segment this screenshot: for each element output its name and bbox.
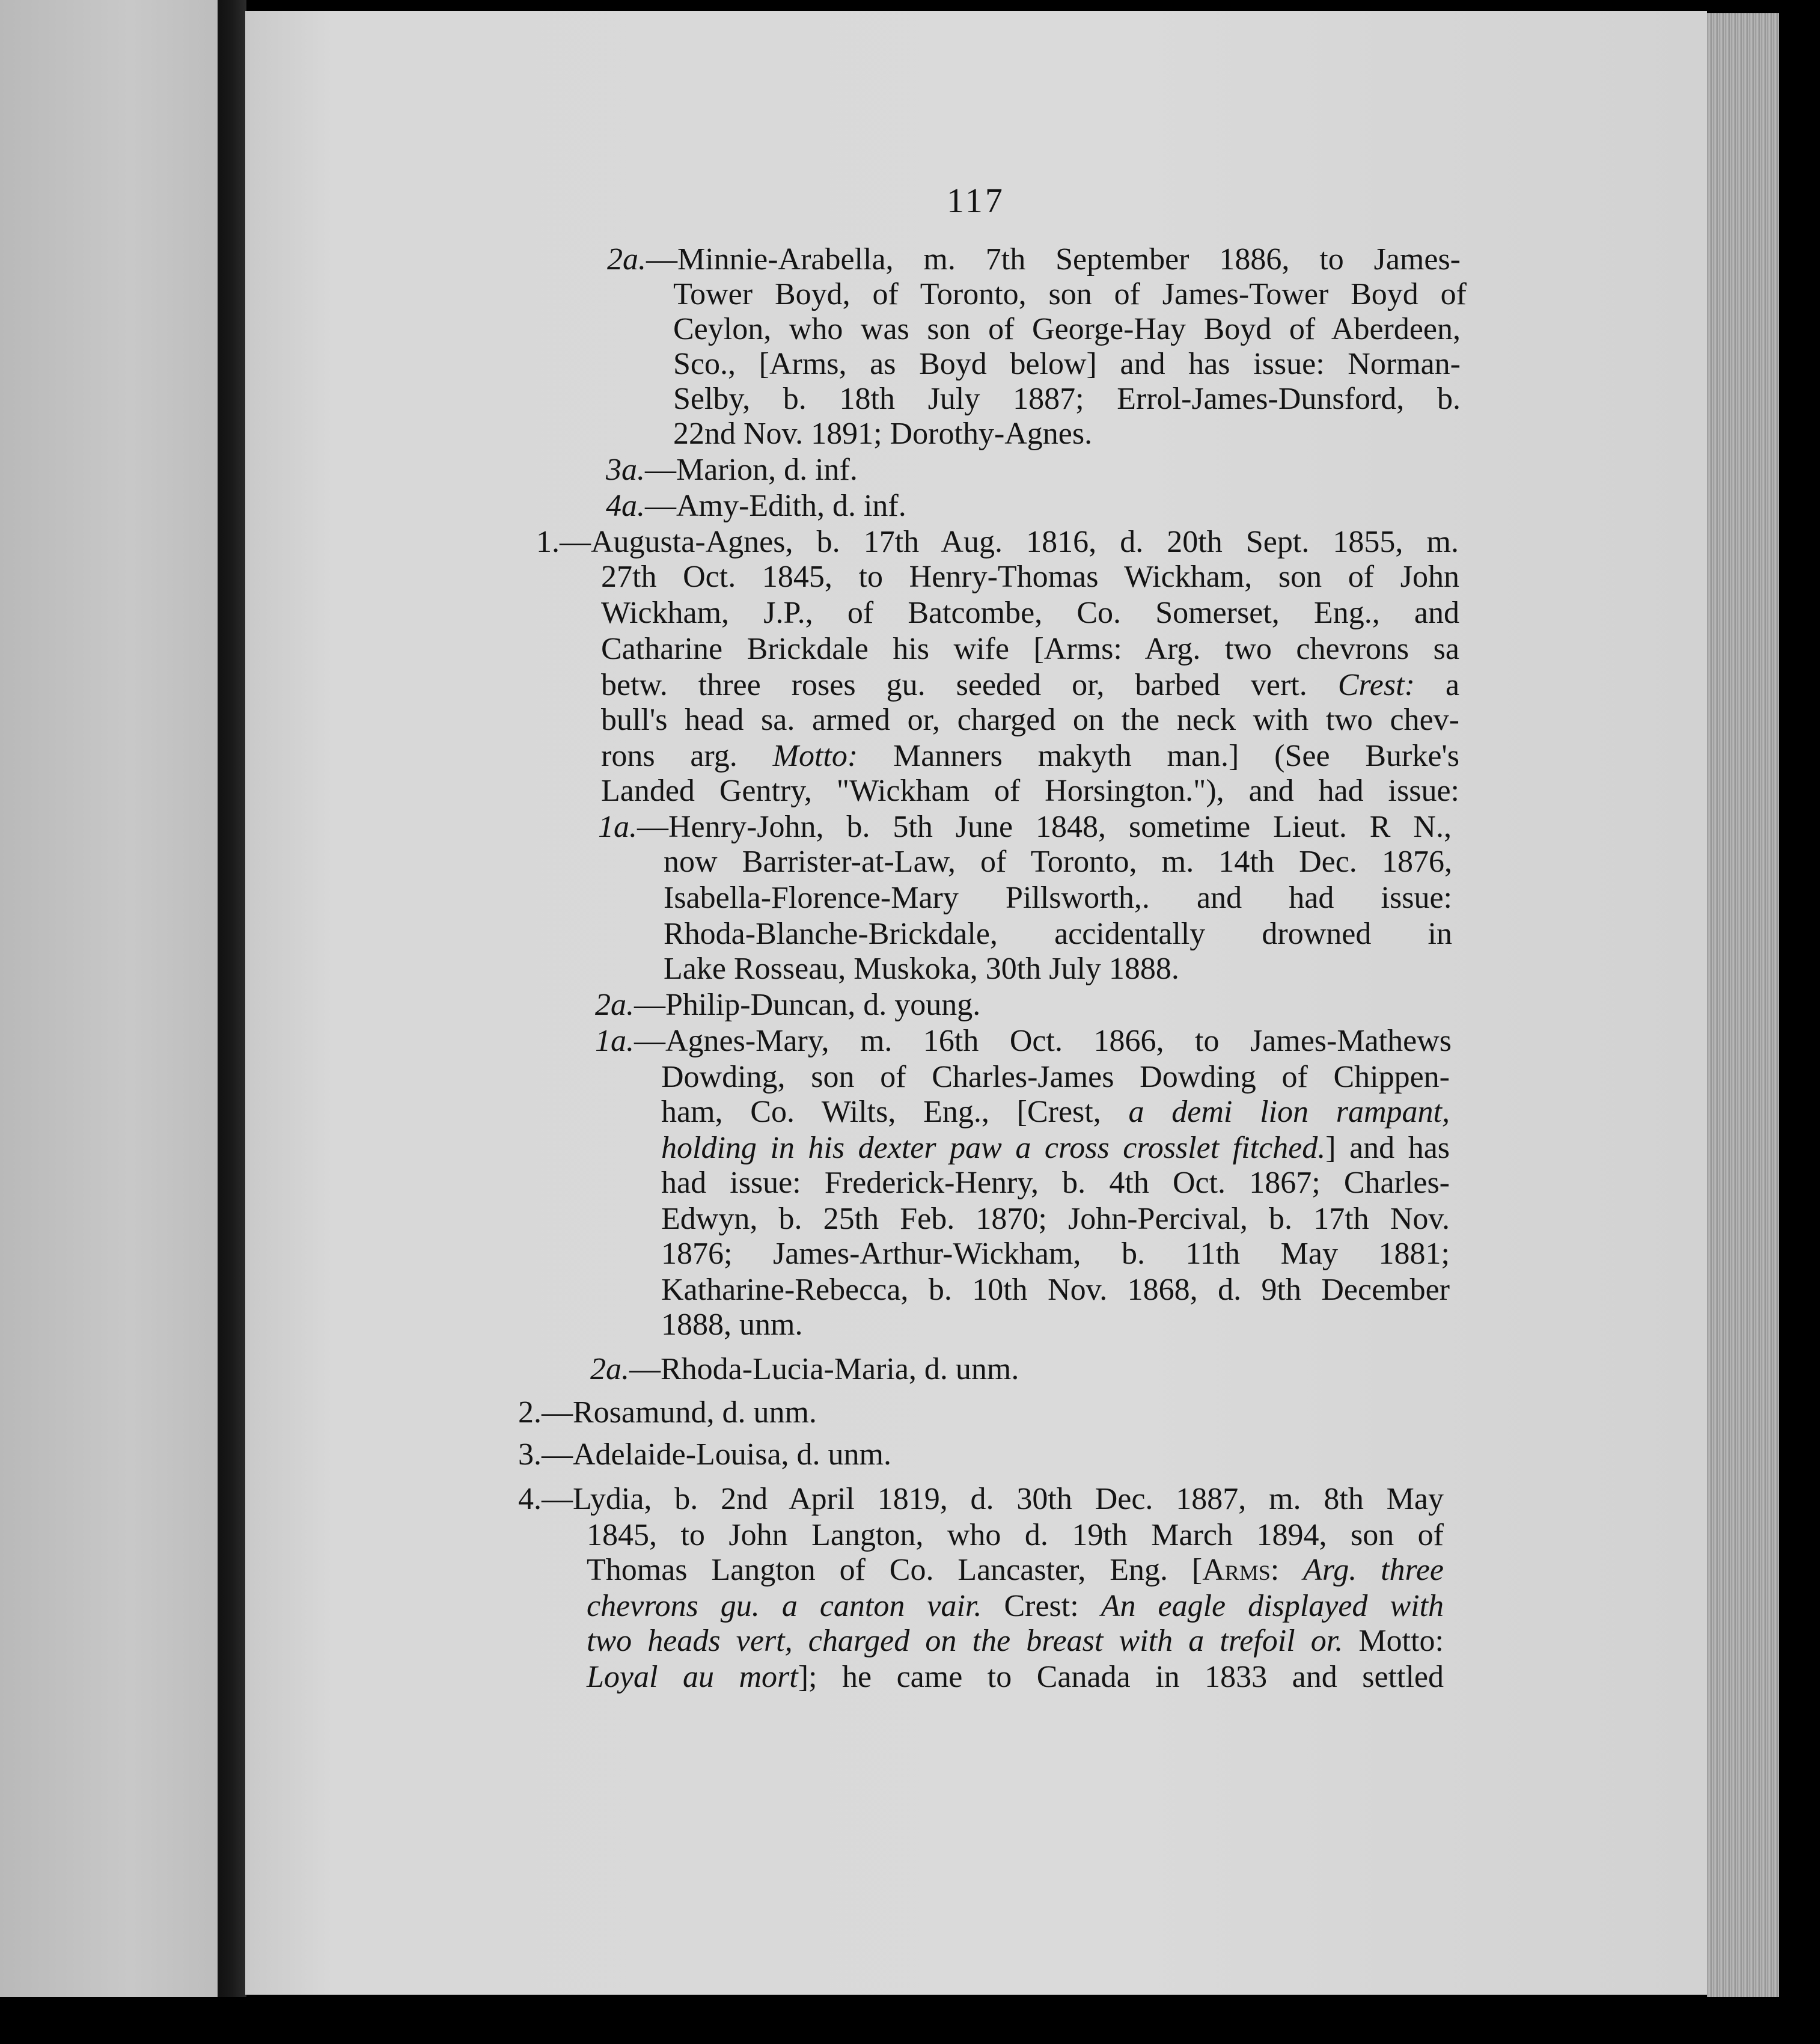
entry-label: 4a. [606,489,645,523]
text-line: bull's head sa. armed or, charged on the neck with two chev- [601,703,1459,737]
text-line: 27th Oct. 1845, to Henry-Thomas Wickham, son of John [601,560,1459,594]
text-line: 1a.—Henry-John, b. 5th June 1848, sometime Lieut. R N., [598,810,1452,844]
text-line: Rhoda-Blanche-Brickdale, accidentally drowned in [664,917,1452,951]
page-number: 117 [947,181,1005,220]
text-line: 1a.—Agnes-Mary, m. 16th Oct. 1866, to James-Mathews [595,1024,1452,1058]
text-line: chevrons gu. a canton vair. Crest: An eagle displayed with [587,1589,1444,1623]
text-line: Selby, b. 18th July 1887; Errol-James-Dunsford, b. [673,382,1461,416]
text-line: rons arg. Motto: Manners makyth man.] (See Burke's [601,739,1460,773]
text-line: 22nd Nov. 1891; Dorothy-Agnes. [673,417,1093,451]
text-line: Katharine-Rebecca, b. 10th Nov. 1868, d. 9th December [661,1273,1450,1307]
text-line: ham, Co. Wilts, Eng., [Crest, a demi lion rampant, [661,1095,1450,1129]
text-line: Lake Rosseau, Muskoka, 30th July 1888. [664,952,1179,986]
book-gutter [218,0,246,2005]
page-stack-edges [1707,13,1779,2015]
entry-label: 3a. [606,453,645,487]
text-line: Thomas Langton of Co. Lancaster, Eng. [Arms: Arg. three [587,1553,1444,1587]
text-line: Isabella-Florence-Mary Pillsworth,. and had issue: [664,881,1452,915]
text-line: 1.—Augusta-Agnes, b. 17th Aug. 1816, d. 20th Sept. 1855, m. [536,525,1459,559]
text-line: 2.—Rosamund, d. unm. [518,1395,817,1430]
entry-label: 1a. [598,810,637,844]
text-line: betw. three roses gu. seeded or, barbed vert. Crest: a [601,668,1460,702]
text-line: 3.—Adelaide-Louisa, d. unm. [518,1437,891,1472]
text-line: 3a.—Marion, d. inf. [606,453,858,487]
text-line: Catharine Brickdale his wife [Arms: Arg. two chevrons sa [601,632,1459,666]
scan-bottom-border [0,1997,1820,2044]
text-line: 1876; James-Arthur-Wickham, b. 11th May 1881; [661,1237,1450,1271]
text-line: 2a.—Rhoda-Lucia-Maria, d. unm. [590,1352,1019,1386]
text-line: Ceylon, who was son of George-Hay Boyd of Aberdeen, [673,312,1461,346]
text-line: Tower Boyd, of Toronto, son of James-Tower Boyd of [673,277,1467,311]
text-line: 2a.—Minnie-Arabella, m. 7th September 1886, to James- [607,242,1461,277]
left-page-edge [0,0,218,2044]
text-line: Sco., [Arms, as Boyd below] and has issue: Norman- [673,347,1461,381]
text-line: now Barrister-at-Law, of Toronto, m. 14th Dec. 1876, [664,845,1452,879]
entry-label: 2a. [595,988,634,1022]
text-line: two heads vert, charged on the breast with a trefoil or. Motto: [587,1624,1444,1658]
text-line: 4a.—Amy-Edith, d. inf. [606,489,906,523]
entry-label: 2a. [590,1352,629,1386]
text-line: 1888, unm. [661,1308,803,1342]
text-line: 1845, to John Langton, who d. 19th March 1894, son of [587,1518,1444,1552]
entry-label: 1a. [595,1024,634,1058]
text-line: 4.—Lydia, b. 2nd April 1819, d. 30th Dec. 1887, m. 8th May [518,1482,1444,1516]
text-line: Dowding, son of Charles-James Dowding of Chippen- [661,1060,1450,1094]
text-line: had issue: Frederick-Henry, b. 4th Oct. 1867; Charles- [661,1166,1450,1200]
text-line: Wickham, J.P., of Batcombe, Co. Somerset, Eng., and [601,596,1459,630]
entry-label: 2a. [607,242,646,277]
text-line: holding in his dexter paw a cross crosslet fitched.] and has [661,1131,1450,1165]
text-line: Landed Gentry, "Wickham of Horsington."), and had issue: [601,774,1459,808]
text-line: 2a.—Philip-Duncan, d. young. [595,988,981,1022]
text-line: Loyal au mort]; he came to Canada in 1833 and settled [587,1660,1444,1694]
text-line: Edwyn, b. 25th Feb. 1870; John-Percival, b. 17th Nov. [661,1202,1450,1236]
